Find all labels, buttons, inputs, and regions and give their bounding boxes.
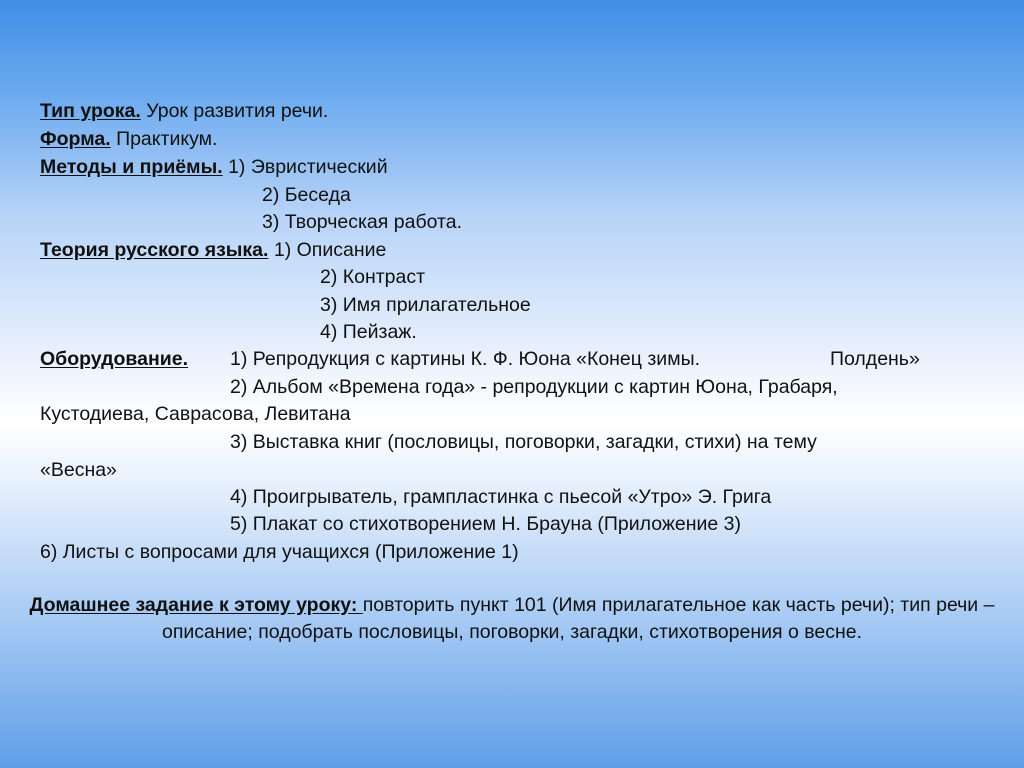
homework-text: повторить пункт 101 (Имя прилагательное как часть речи); тип речи – описание; подобрать пословицы, поговорки, загадки, стихотворения о весне. xyxy=(161,594,995,643)
methods-label: Методы и приёмы. xyxy=(40,156,223,178)
equipment-item-4: 4) Проигрыватель, грампластинка с пьесой «Утро» Э. Грига xyxy=(230,486,772,508)
lesson-form-label: Форма. xyxy=(40,128,111,150)
equipment-item-1b: Полдень» xyxy=(830,348,920,370)
equipment-item-2a: 2) Альбом «Времена года» - репродукции с картин Юона, Грабаря, xyxy=(230,376,838,398)
equipment-item-3b: «Весна» xyxy=(40,459,117,481)
methods-item-2: 2) Беседа xyxy=(262,184,351,206)
theory-item-1: 1) Описание xyxy=(273,239,387,261)
methods-row xyxy=(40,153,388,181)
equipment-item-1a: 1) Репродукция с картины К. Ф. Юона «Конец зимы. xyxy=(230,348,701,370)
lesson-type-row xyxy=(40,97,328,125)
equipment-label: Оборудование. xyxy=(40,348,189,370)
theory-item-4: 4) Пейзаж. xyxy=(320,321,417,343)
theory-row xyxy=(40,236,386,264)
theory-item-2: 2) Контраст xyxy=(320,266,426,288)
methods-item-1: 1) Эвристический xyxy=(228,156,388,178)
equipment-item-3a: 3) Выставка книг (пословицы, поговорки, загадки, стихи) на тему xyxy=(230,431,817,453)
lesson-form-value: Практикум. xyxy=(116,128,218,150)
homework-block xyxy=(24,592,1000,646)
lesson-form-row xyxy=(40,125,217,153)
lesson-type-label: Тип урока. xyxy=(40,100,141,122)
equipment-item-6: 6) Листы с вопросами для учащихся (Приложение 1) xyxy=(40,541,519,563)
theory-label: Теория русского языка. xyxy=(40,239,269,261)
methods-item-3: 3) Творческая работа. xyxy=(262,211,462,233)
equipment-item-2b: Кустодиева, Саврасова, Левитана xyxy=(40,403,351,425)
homework-label: Домашнее задание к этому уроку: xyxy=(29,594,363,616)
equipment-label-wrap xyxy=(40,345,188,373)
theory-item-3: 3) Имя прилагательное xyxy=(320,294,531,316)
equipment-item-5: 5) Плакат со стихотворением Н. Брауна (Приложение 3) xyxy=(230,513,741,535)
lesson-type-value: Урок развития речи. xyxy=(146,100,329,122)
